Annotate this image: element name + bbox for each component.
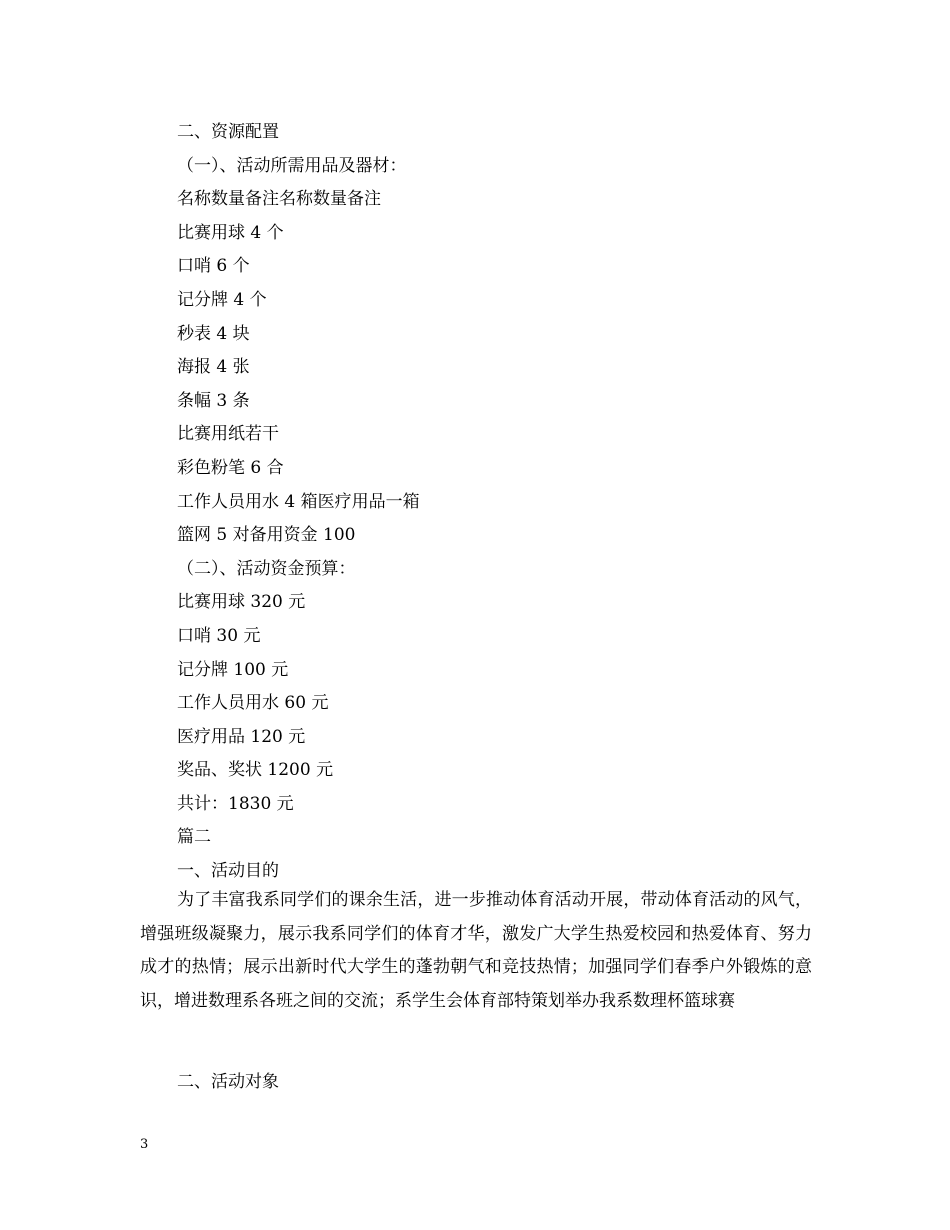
equipment-item: 篮网 5 对备用资金 100	[177, 525, 356, 546]
subheading-equipment: （一）、活动所需用品及器材：	[177, 155, 407, 176]
budget-item: 奖品、奖状 1200 元	[177, 760, 334, 781]
budget-item: 口哨 30 元	[177, 625, 261, 646]
equipment-item: 海报 4 张	[177, 357, 250, 378]
equipment-item: 比赛用纸若干	[177, 424, 279, 445]
budget-item: 医疗用品 120 元	[177, 726, 306, 747]
equipment-item: 条幅 3 条	[177, 390, 250, 411]
section-heading-purpose: 一、活动目的	[177, 861, 279, 882]
equipment-item: 彩色粉笔 6 合	[177, 457, 284, 478]
equipment-table-header: 名称数量备注名称数量备注	[177, 189, 381, 210]
purpose-paragraph: 为了丰富我系同学们的课余生活，进一步推动体育活动开展，带动体育活动的风气，增强班级凝聚力，展示我系同学们的体育才华，激发广大学生热爱校园和热爱体育、努力成才的热情；展示出新时代大学生的蓬勃朝气和竞技热情；加强同学们春季户外锻炼的意识，增进数理系各班之间的交流；系学生会体育部特策划举办我系数理杯篮球赛	[140, 890, 812, 1011]
subheading-budget: （二）、活动资金预算：	[177, 558, 356, 579]
equipment-item: 口哨 6 个	[177, 256, 250, 277]
budget-total: 共计：1830 元	[177, 793, 294, 814]
page-number: 3	[140, 1137, 149, 1152]
equipment-item: 工作人员用水 4 箱医疗用品一箱	[177, 491, 420, 512]
equipment-item: 秒表 4 块	[177, 323, 250, 344]
budget-item: 比赛用球 320 元	[177, 592, 306, 613]
budget-item: 记分牌 100 元	[177, 659, 289, 680]
section-heading-target: 二、活动对象	[177, 1072, 279, 1092]
equipment-item: 记分牌 4 个	[177, 289, 267, 310]
part-heading: 篇二	[177, 827, 211, 848]
section-heading-resources: 二、资源配置	[177, 122, 279, 142]
budget-item: 工作人员用水 60 元	[177, 693, 329, 714]
equipment-item: 比赛用球 4 个	[177, 222, 284, 243]
document-lines	[177, 116, 837, 889]
